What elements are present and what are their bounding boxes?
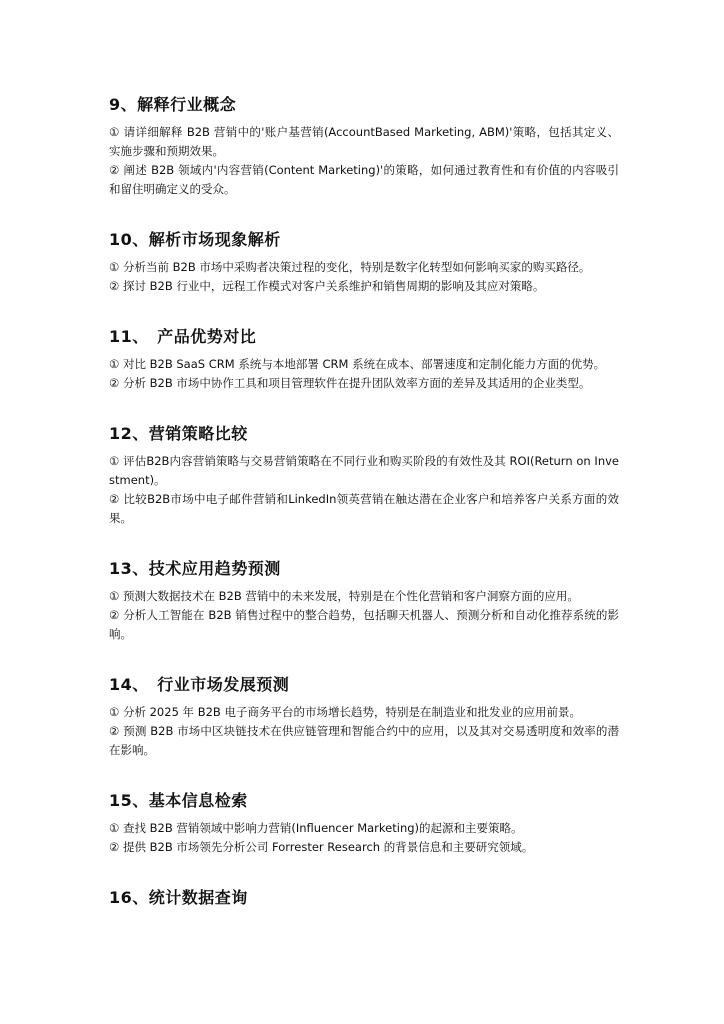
- section-13: [109, 558, 619, 644]
- section-title: 13、技术应用趋势预测: [109, 559, 281, 578]
- list-item: ① 对比 B2B SaaS CRM 系统与本地部署 CRM 系统在成本、部署速度和定制化能力方面的优势。: [109, 357, 606, 371]
- section-14: [109, 674, 619, 760]
- list-item: ② 分析人工智能在 B2B 销售过程中的整合趋势，包括聊天机器人、预测分析和自动化推荐系统的影响。: [109, 608, 619, 641]
- list-item: ② 分析 B2B 市场中协作工具和项目管理软件在提升团队效率方面的差异及其适用的企业类型。: [109, 376, 591, 390]
- section-11: [109, 326, 619, 393]
- list-item: ① 预测大数据技术在 B2B 营销中的未来发展，特别是在个性化营销和客户洞察方面的应用。: [109, 589, 579, 603]
- list-item: ① 查找 B2B 营销领域中影响力营销(Influencer Marketing)的起源和主要策略。: [109, 821, 523, 835]
- section-10: [109, 229, 619, 296]
- section-16: [109, 887, 619, 909]
- list-item: ① 分析当前 B2B 市场中采购者决策过程的变化，特别是数字化转型如何影响买家的购买路径。: [109, 260, 591, 274]
- section-title: 15、基本信息检索: [109, 791, 248, 810]
- section-title: 10、解析市场现象解析: [109, 230, 281, 249]
- list-item: ② 探讨 B2B 行业中，远程工作模式对客户关系维护和销售周期的影响及其应对策略。: [109, 279, 545, 293]
- section-title: 11、 产品优势对比: [109, 327, 257, 346]
- list-item: ① 请详细解释 B2B 营销中的'账户基营销(AccountBased Marketing, ABM)'策略，包括其定义、实施步骤和预期效果。: [109, 125, 619, 158]
- section-12: [109, 423, 619, 528]
- list-item: ② 提供 B2B 市场领先分析公司 Forrester Research 的背景信息和主要研究领域。: [109, 840, 534, 854]
- section-title: 16、统计数据查询: [109, 888, 248, 907]
- document-page: [109, 94, 619, 939]
- section-title: 12、营销策略比较: [109, 424, 248, 443]
- list-item: ② 比较B2B市场中电子邮件营销和LinkedIn领英营销在触达潜在企业客户和培养客户关系方面的效果。: [109, 492, 619, 525]
- list-item: ② 预测 B2B 市场中区块链技术在供应链管理和智能合约中的应用，以及其对交易透明度和效率的潜在影响。: [109, 724, 619, 757]
- section-title: 9、解释行业概念: [109, 95, 237, 114]
- section-title: 14、 行业市场发展预测: [109, 675, 290, 694]
- list-item: ② 阐述 B2B 领域内'内容营销(Content Marketing)'的策略，如何通过教育性和有价值的内容吸引和留住明确定义的受众。: [109, 163, 619, 196]
- list-item: ① 评估B2B内容营销策略与交易营销策略在不同行业和购买阶段的有效性及其 ROI(Return on Investment)。: [109, 454, 619, 487]
- section-9: [109, 94, 619, 199]
- list-item: ① 分析 2025 年 B2B 电子商务平台的市场增长趋势，特别是在制造业和批发业的应用前景。: [109, 705, 581, 719]
- section-15: [109, 790, 619, 857]
